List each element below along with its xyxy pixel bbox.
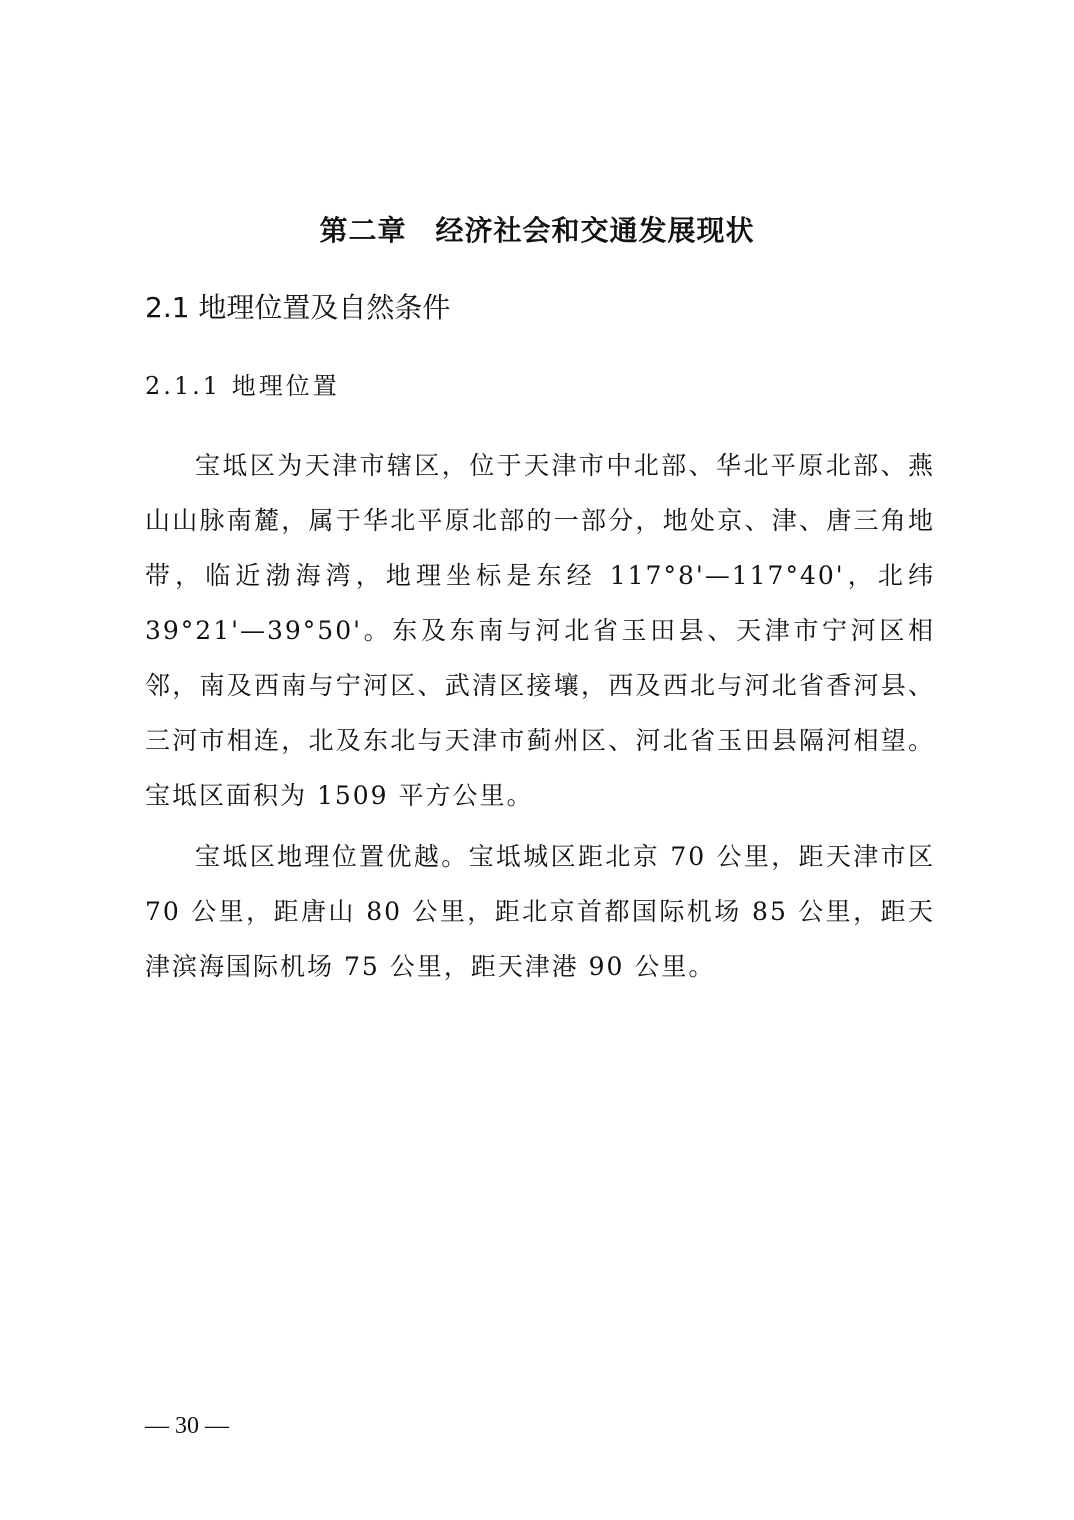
chapter-title: 第二章 经济社会和交通发展现状 [319, 214, 755, 247]
paragraph-location-advantage: 宝坻区地理位置优越。宝坻城区距北京 70 公里，距天津市区 70 公里，距唐山 80 公里，距北京首都国际机场 85 公里，距天津滨海国际机场 75 公里，距天津港 90 公里。 [145, 842, 935, 981]
paragraph-geography: 宝坻区为天津市辖区，位于天津市中北部、华北平原北部、燕山山脉南麓，属于华北平原北部的一部分，地处京、津、唐三角地带，临近渤海湾，地理坐标是东经 117°8'—117°40'，北纬 39°21'—39°50'。东及东南与河北省玉田县、天津市宁河区相邻，南及西南与宁河区、武清区接壤，西及西北与河北省香河县、三河市相连，北及东北与天津市蓟州区、河北省玉田县隔河相望。宝坻区面积为 1509 平方公里。 [145, 451, 935, 810]
subsection-title: 2.1.1 地理位置 [145, 372, 340, 400]
page-number: — 30 — [145, 1413, 229, 1439]
section-title: 2.1 地理位置及自然条件 [145, 291, 451, 324]
